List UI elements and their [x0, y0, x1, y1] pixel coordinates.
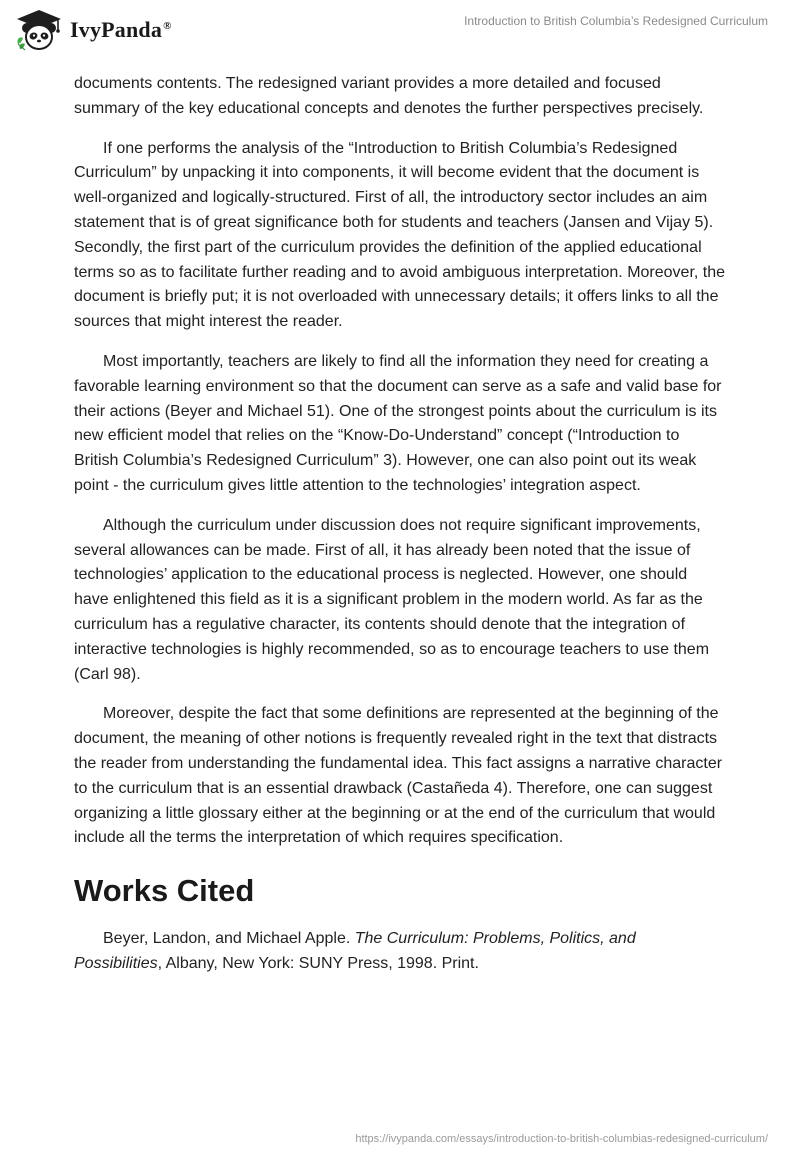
brand-name: IvyPanda®	[70, 17, 172, 42]
works-cited-heading: Works Cited	[74, 873, 255, 909]
paragraph-1: documents contents. The redesigned variant provides a more detailed and focused summary of the key educational concepts and denotes the further perspectives precisely.	[74, 75, 704, 117]
registered-mark: ®	[163, 19, 172, 32]
citation-authors: Beyer, Landon, and Michael Apple.	[103, 930, 355, 948]
paragraph-5: Moreover, despite the fact that some definitions are represented at the beginning of the document, the meaning of other notions is frequently revealed right in the text that distracts the reader from understanding the fundamental idea. This fact assigns a narrative character to the curriculum that is an essential drawback (Castañeda 4). Therefore, one can suggest organizing a little glossary either at the beginning or at the end of the curriculum that would include all the terms the interpretation of which requires specification.	[74, 705, 723, 847]
citation-publication: , Albany, New York: SUNY Press, 1998. Print.	[157, 954, 479, 972]
citation-entry	[74, 927, 726, 977]
document-title: Introduction to British Columbia’s Redesigned Curriculum	[464, 14, 768, 28]
essay-body	[74, 72, 726, 977]
panda-graduate-icon	[14, 8, 64, 52]
paragraph-2: If one performs the analysis of the “Introduction to British Columbia’s Redesigned Curriculum” by unpacking it into components, it will become evident that the document is well-organized and logically-structured. First of all, the introductory sector includes an aim statement that is of great significance both for students and teachers (Jansen and Vijay 5). Secondly, the first part of the curriculum provides the definition of the applied educational terms so as to facilitate further reading and to avoid ambiguous interpretation. Moreover, the document is briefly put; it is not overloaded with unnecessary details; it offers links to all the sources that might interest the reader.	[74, 139, 726, 331]
page-header	[0, 0, 800, 62]
source-url[interactable]: https://ivypanda.com/essays/introduction-to-british-columbias-redesigned-curriculum/	[355, 1133, 768, 1145]
paragraph-4: Although the curriculum under discussion does not require significant improvements, several allowances can be made. First of all, it has already been noted that the issue of technologies’ application to the educational process is neglected. However, one should have enlightened this field as it is a significant problem in the modern world. As far as the curriculum has a regulative character, its contents should denote that the integration of interactive technologies is highly recommended, so as to encourage teachers to use them (Carl 98).	[74, 516, 710, 683]
citation-title: The Curriculum: Problems, Politics, and Possibilities	[74, 930, 636, 972]
paragraph-3: Most importantly, teachers are likely to find all the information they need for creating a favorable learning environment so that the document can serve as a safe and valid base for their actions (Beyer and Michael 51). One of the strongest points about the curriculum is its new efficient model that relies on the “Know-Do-Understand” concept (“Introduction to British Columbia’s Redesigned Curriculum” 3). However, one can also point out its weak point - the curriculum gives little attention to the technologies’ integration aspect.	[74, 352, 722, 494]
ivypanda-logo[interactable]	[14, 8, 172, 52]
